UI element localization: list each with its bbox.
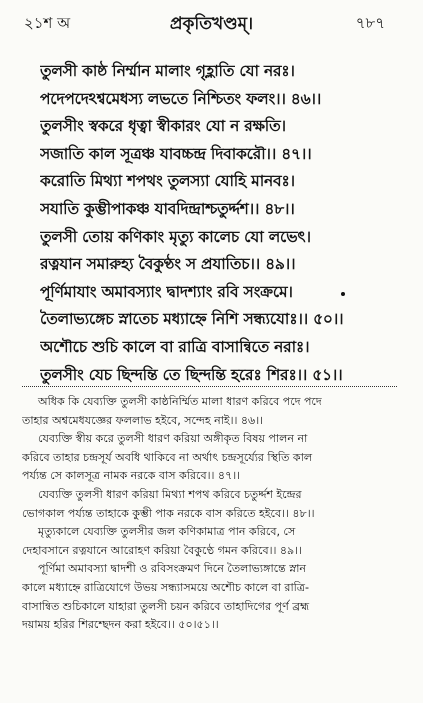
- bengali-commentary: [22, 393, 402, 635]
- commentary-line: দয়াময় হরির শিরশ্ছেদন করা হইবে।। ৫০।৫১।।: [22, 618, 219, 632]
- verse-line: সযাতি কুম্ভীপাকঞ্চ যাবদিন্দ্রাশ্চতুর্দ্দশ।। ৪৮।।: [40, 199, 295, 218]
- commentary-line: পর্য্যন্ত সে কালসূত্র নামক নরকে বাস করিবে।। ৪৭।।: [22, 469, 241, 483]
- commentary-line: অধিক কি যেব্যক্তি তুলসী কাষ্ঠনির্ম্মিত মালা ধারণ করিবে পদে পদে: [38, 395, 322, 408]
- verse-line: পদেপদেঽশ্বমেধস্য লভতে নিশ্চিতং ফলং।। ৪৬।।: [40, 89, 321, 108]
- commentary-line: বাসান্বিত শুচিকালে যাহারা তুলসী চয়ন করিবে তাহাদিগের পূর্ণ ব্রহ্ম: [22, 599, 310, 613]
- verse-line: তুলসী তোয় কণিকাং মৃত্যু কালেচ যো লভেৎ।: [40, 227, 311, 246]
- page-number: ৭৮৭: [355, 14, 385, 32]
- verse-line: অশৌচে শুচি কালে বা রাত্রি বাসান্বিতে নরাঃ।: [40, 337, 310, 356]
- commentary-line: তাহার অশ্বমেধযজ্ঞের ফললাভ হইবে, সন্দেহ নাই।। ৪৬।।: [22, 413, 264, 427]
- verse-line: তুলসী কাষ্ঠ নির্ম্মান মালাং গৃহ্লাতি যো নরঃ।: [40, 62, 295, 80]
- verse-line: সজাতি কাল সূত্রঞ্চ যাবচ্চন্দ্র দিবাকরৌ।। ৪৭।।: [40, 144, 312, 163]
- verse-line: করোতি মিথ্যা শপথং তুলস্যা যোহি মানবঃ।: [40, 172, 295, 191]
- commentary-line: মৃত্যুকালে যেব্যক্তি তুলসীর জল কণিকামাত্র পান করিবে, সে: [38, 525, 296, 539]
- page-title: প্রকৃতিখণ্ডম্।: [169, 14, 254, 34]
- commentary-line: যেব্যক্তি স্বীয় করে তুলসী ধারণ করিয়া অঙ্গীকৃত বিষয় পালন না: [38, 432, 308, 446]
- verse-line: তুলসীং যেচ ছিন্দন্তি তে ছিন্দন্তি হরেঃ শিরঃ।। ৫১।।: [40, 365, 343, 384]
- verse-line: পূর্ণিমাযাং অমাবস্যাং দ্বাদশ্যাং রবি সংক্রমে।: [40, 282, 293, 301]
- verse-line: রত্নযান সমারুহ্য বৈকুণ্ঠং স প্রযাতিচ।। ৪৯।।: [40, 255, 296, 274]
- commentary-line: ভোগকাল পর্য্যন্ত তাহাকে কুম্ভী পাক নরকে বাস করিতে হইবে।। ৪৮।।: [22, 506, 315, 520]
- sanskrit-verses: [40, 58, 408, 389]
- commentary-line: কালে মধ্যাহ্নে রাত্রিযোগে উভয় সন্ধ্যাসময়ে অশৌচ কালে বা রাত্রি-: [22, 580, 309, 594]
- page-header: [0, 0, 423, 38]
- verse-line: তুলসীং স্বকরে ধৃত্বা স্বীকারং যো ন রক্ষতি।: [40, 117, 286, 136]
- commentary-line: পূর্ণিমা অমাবস্যা দ্বাদশী ও রবিসংক্রমণ দিনে তৈলাভ্যঙ্গান্তে স্নান: [38, 562, 307, 576]
- verse-line: তৈলাভ্যঙ্গেচ স্নাতেচ মধ্যাহ্নে নিশি সন্ধ্যযোঃ।। ৫০।।: [40, 310, 344, 329]
- chapter-label: ২১শ অ: [24, 14, 71, 32]
- section-divider: [22, 386, 397, 387]
- commentary-line: করিবে তাহার চন্দ্রসূর্য অবধি থাকিবে না অর্থাৎ চন্দ্রসূর্য্যের স্থিতি কাল: [22, 450, 313, 464]
- commentary-line: দেহাবসানে রত্নযানে আরোহণ করিয়া বৈকুণ্ঠে গমন করিবে।। ৪৯।।: [22, 543, 302, 557]
- ink-dot: [341, 292, 345, 296]
- commentary-line: যেব্যক্তি তুলসী ধারণ করিয়া মিথ্যা শপথ করিবে চতুর্দ্দশ ইন্দ্রের: [38, 487, 302, 501]
